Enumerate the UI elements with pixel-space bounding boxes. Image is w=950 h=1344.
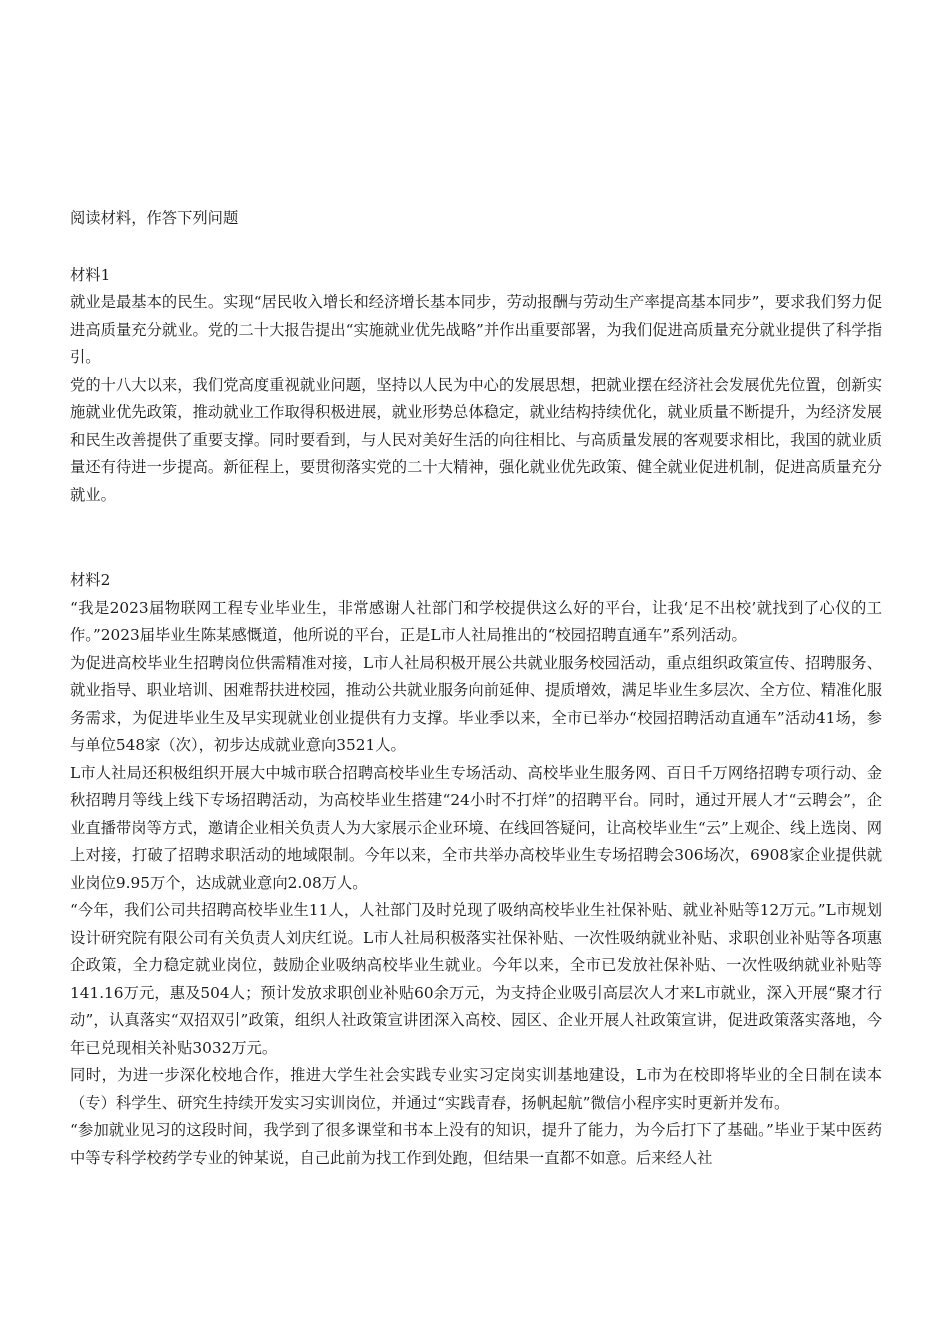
material-2-paragraph-6: “参加就业见习的这段时间，我学到了很多课堂和书本上没有的知识，提升了能力，为今后打下了基础。”毕业于某中医药中等专科学校药学专业的钟某说，自己此前为找工作到处跑，但结果一直都不如意。后来经人社 [70,1121,882,1167]
material-1-paragraph-1: 就业是最基本的民生。实现“居民收入增长和经济增长基本同步，劳动报酬与劳动生产率提高基本同步”，要求我们努力促进高质量充分就业。党的二十大报告提出“实施就业优先战略”并作出重要部署，为我们促进高质量充分就业提供了科学指引。 [70,293,882,366]
material-1-label: 材料1 [70,265,111,284]
material-2-section [70,567,882,1172]
material-2-paragraph-5: 同时，为进一步深化校地合作，推进大学生社会实践专业实习定岗实训基地建设，L市为在校即将毕业的全日制在读本（专）科学生、研究生持续开发实习实训岗位，并通过“实践青春，扬帆起航”微信小程序实时更新并发布。 [70,1066,882,1112]
material-2-paragraph-3: L市人社局还积极组织开展大中城市联合招聘高校毕业生专场活动、高校毕业生服务网、百日千万网络招聘专项行动、金秋招聘月等线上线下专场招聘活动，为高校毕业生搭建“24小时不打烊”的招聘平台。同时，通过开展人才“云聘会”，企业直播带岗等方式，邀请企业相关负责人为大家展示企业环境、在线回答疑问，让高校毕业生“云”上观企、线上选岗、网上对接，打破了招聘求职活动的地域限制。今年以来，全市共举办高校毕业生专场招聘会306场次，6908家企业提供就业岗位9.95万个，达成就业意向2.08万人。 [70,763,882,892]
instruction-heading: 阅读材料，作答下列问题 [70,209,239,227]
material-2-paragraph-4: “今年，我们公司共招聘高校毕业生11人，人社部门及时兑现了吸纳高校毕业生社保补贴、就业补贴等12万元。”L市规划设计研究院有限公司有关负责人刘庆红说。L市人社局积极落实社保补贴、一次性吸纳就业补贴、求职创业补贴等各项惠企政策，全力稳定就业岗位，鼓励企业吸纳高校毕业生就业。今年以来，全市已发放社保补贴、一次性吸纳就业补贴等141.16万元，惠及504人；预计发放求职创业补贴60余万元，为支持企业吸引高层次人才来L市就业，深入开展“聚才行动”，认真落实“双招双引”政策，组织人社政策宣讲团深入高校、园区、企业开展人社政策宣讲，促进政策落实落地，今年已兑现相关补贴3032万元。 [70,901,882,1057]
material-2-paragraph-2: 为促进高校毕业生招聘岗位供需精准对接，L市人社局积极开展公共就业服务校园活动，重点组织政策宣传、招聘服务、就业指导、职业培训、困难帮扶进校园，推动公共就业服务向前延伸、提质增效，满足毕业生多层次、全方位、精准化服务需求，为促进毕业生及早实现就业创业提供有力支撑。毕业季以来，全市已举办“校园招聘活动直通车”活动41场，参与单位548家（次），初步达成就业意向3521人。 [70,653,882,754]
material-1-section [70,262,882,510]
material-2-label: 材料2 [70,571,111,589]
document-body [70,205,882,1172]
spacer [70,233,882,262]
spacer [70,509,882,567]
material-2-paragraph-1: “我是2023届物联网工程专业毕业生，非常感谢人社部门和学校提供这么好的平台，让我‘足不出校’就找到了心仪的工作。”2023届毕业生陈某感慨道，他所说的平台，正是L市人社局推出的“校园招聘直通车”系列活动。 [70,598,882,644]
material-1-paragraph-2: 党的十八大以来，我们党高度重视就业问题，坚持以人民为中心的发展思想，把就业摆在经济社会发展优先位置，创新实施就业优先政策，推动就业工作取得积极进展，就业形势总体稳定，就业结构持续优化，就业质量不断提升，为经济发展和民生改善提供了重要支撑。同时要看到，与人民对美好生活的向往相比、与高质量发展的客观要求相比，我国的就业质量还有待进一步提高。新征程上，要贯彻落实党的二十大精神，强化就业优先政策、健全就业促进机制，促进高质量充分就业。 [70,375,882,504]
